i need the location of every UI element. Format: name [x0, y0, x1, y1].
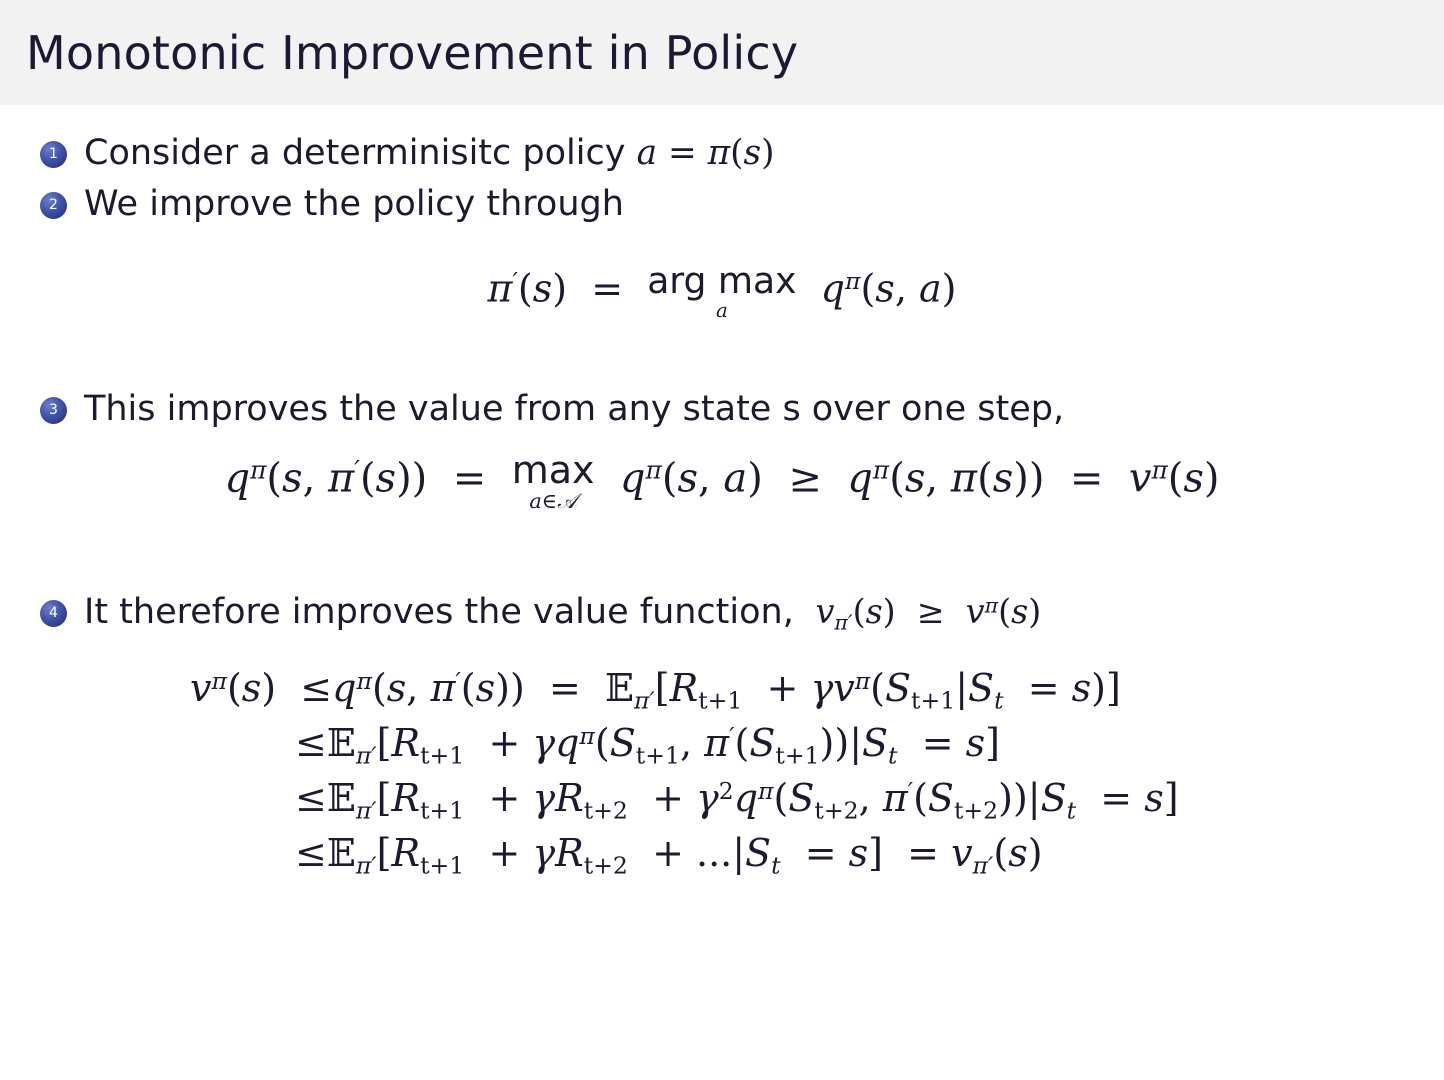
bullet-number-3: 3 — [40, 397, 67, 424]
list-item-text-2: We improve the policy through — [84, 183, 624, 224]
list-item-text-3: This improves the value from any state s over one step, — [84, 388, 1065, 429]
spacer — [40, 325, 1404, 383]
page-title: Monotonic Improvement in Policy — [26, 25, 799, 80]
derivation-line-4: ≤𝔼$_{\pi'}$[Rt+1 + $\gamma Rt+2 + ...|S_t = s] = v_{\pi'}(s)$ — [295, 831, 1043, 880]
list-item-text-1 — [84, 127, 775, 176]
derivation-line-3: ≤𝔼$_{\pi'}$[Rt+1 + $\gamma Rt+2 + \gamma^2q^\pi(St+2$, $\pi'(St+2))|S_t = s$] — [295, 776, 1179, 825]
list-item — [40, 127, 1404, 176]
item-1-label: Consider a determinisitc policy — [84, 133, 626, 173]
bullet-number-4: 4 — [40, 600, 67, 627]
equation-derivation-block — [40, 662, 1404, 882]
slide-title-bar — [0, 0, 1444, 105]
spacer — [40, 512, 1404, 586]
derivation-line-1: $v^\pi(s) \le q^\pi(s$, π′(s)) = 𝔼$_{\pi'}$[Rt+1 + $\gamma v^\pi(St+1|S_t = s)$] — [190, 666, 1121, 715]
equation-policy-improvement: π′(s) = arg max a $q^\pi(s$, a) — [487, 259, 957, 322]
list-item — [40, 383, 1404, 432]
equation-one-step-improvement: $q^\pi(s$, π′(s)) = max a∈𝒜 $q^\pi(s$, $a) \ge q^\pi(s$, $\pi(s)) = v^\pi(s)$ — [224, 448, 1220, 514]
item-1-inline-math: a = π(s) — [636, 133, 775, 173]
derivation-line-2: ≤𝔼$_{\pi'}$[Rt+1 + $\gamma q^\pi(St+1$, $\pi'(St+1))|S_t = s$] — [295, 721, 1000, 770]
bullet-number-1: 1 — [40, 141, 67, 168]
bullet-number-2: 2 — [40, 192, 67, 219]
slide-body — [0, 105, 1444, 882]
list-item — [40, 178, 1404, 227]
list-item — [40, 586, 1404, 636]
list-item-text-4 — [84, 586, 1041, 636]
item-4-inline-math: $v_{\pi'}(s) \ge v^\pi(s)$ — [815, 592, 1042, 635]
item-4-label: It therefore improves the value function, — [84, 592, 794, 633]
